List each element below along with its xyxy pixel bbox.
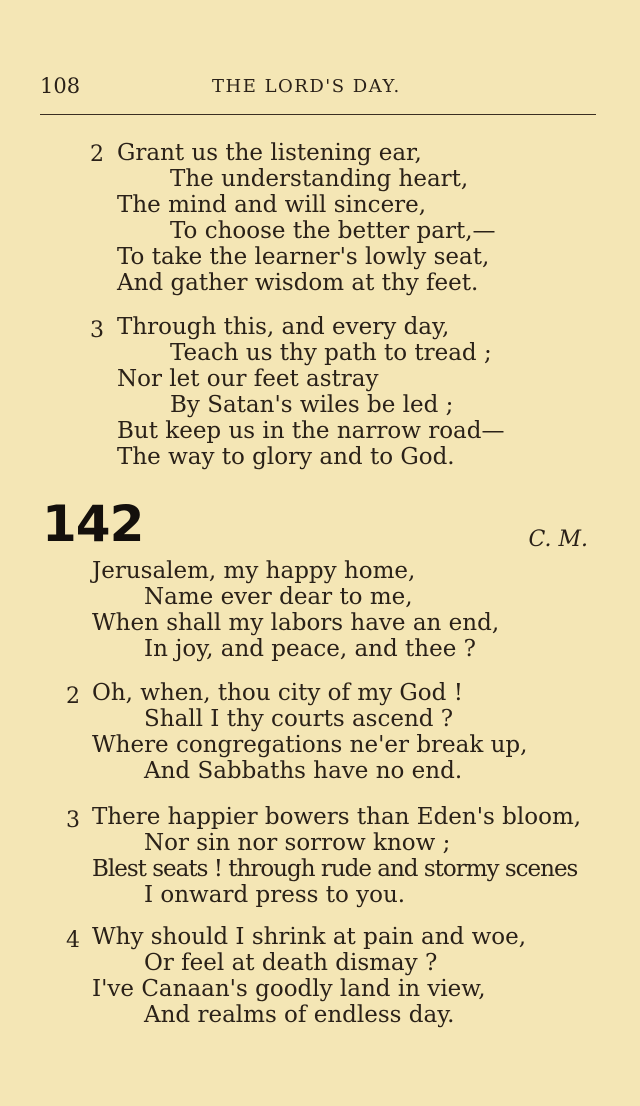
verse-line: Nor let our feet astray xyxy=(117,366,379,392)
verse-line: To choose the better part,— xyxy=(170,218,496,244)
verse-line: To take the learner's lowly seat, xyxy=(117,244,490,270)
verse-line: Nor sin nor sorrow know ; xyxy=(144,830,451,856)
stanza-number: 2 xyxy=(66,684,80,709)
hymn-meter: C. M. xyxy=(528,527,588,552)
stanza-number: 3 xyxy=(90,318,104,343)
verse-line: Grant us the listening ear, xyxy=(117,140,422,166)
verse-line: The understanding heart, xyxy=(170,166,469,192)
verse-line: But keep us in the narrow road— xyxy=(117,418,505,444)
verse-line: Teach us thy path to tread ; xyxy=(170,340,492,366)
stanza-number: 2 xyxy=(90,142,104,167)
verse-line: The way to glory and to God. xyxy=(117,444,455,470)
verse-line: And gather wisdom at thy feet. xyxy=(117,270,479,296)
header-rule xyxy=(40,114,596,115)
stanza-number: 4 xyxy=(66,928,80,953)
page-header xyxy=(40,74,595,104)
verse-line: By Satan's wiles be led ; xyxy=(170,392,454,418)
verse-line: And realms of endless day. xyxy=(144,1002,455,1028)
running-head: THE LORD'S DAY. xyxy=(212,76,401,97)
verse-line: Oh, when, thou city of my God ! xyxy=(92,680,463,706)
verse-line: Blest seats ! through rude and stormy scenes xyxy=(92,856,578,882)
verse-line: When shall my labors have an end, xyxy=(92,610,500,636)
verse-line: Why should I shrink at pain and woe, xyxy=(92,924,527,950)
verse-line: Shall I thy courts ascend ? xyxy=(144,706,454,732)
hymn-number: 142 xyxy=(42,495,144,553)
stanza-number: 3 xyxy=(66,808,80,833)
verse-line: There happier bowers than Eden's bloom, xyxy=(92,804,582,830)
verse-line: Jerusalem, my happy home, xyxy=(92,558,416,584)
page-number: 108 xyxy=(40,74,81,98)
verse-line: And Sabbaths have no end. xyxy=(144,758,463,784)
verse-line: I've Canaan's goodly land in view, xyxy=(92,976,486,1002)
verse-line: Name ever dear to me, xyxy=(144,584,413,610)
verse-line: Or feel at death dismay ? xyxy=(144,950,438,976)
verse-line: In joy, and peace, and thee ? xyxy=(144,636,476,662)
verse-line: The mind and will sincere, xyxy=(117,192,427,218)
verse-line: Through this, and every day, xyxy=(117,314,450,340)
verse-line: Where congregations ne'er break up, xyxy=(92,732,528,758)
verse-line: I onward press to you. xyxy=(144,882,406,908)
